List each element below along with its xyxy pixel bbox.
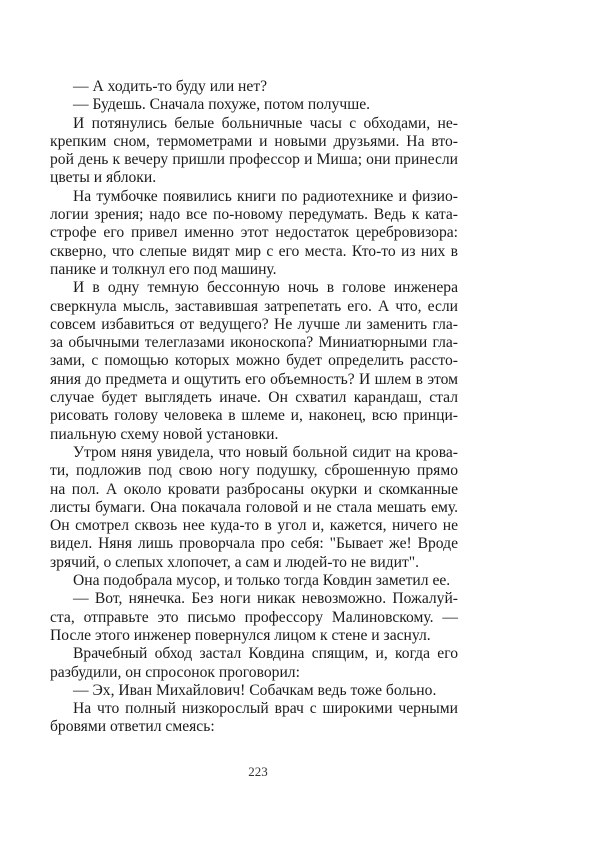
text-line: — Будешь. Сначала похуже, потом получше. [73, 96, 371, 114]
text-line: Она подобрала мусор, и только тогда Ковдин заметил ее. [73, 572, 451, 590]
text-line: совсем избавиться от ведущего? Не лучше ли заменить гла- [50, 315, 458, 333]
text-line: цветы и яблоки. [50, 169, 157, 187]
paragraph [50, 188, 458, 279]
paragraph [50, 115, 458, 188]
text-line: — Эх, Иван Михайлович! Собачкам ведь тоже больно. [73, 681, 437, 699]
text-line: случае будет выглядеть иначе. Он схватил карандаш, стал [50, 389, 458, 407]
text-line: После этого инженер повернулся лицом к стене и заснул. [50, 626, 431, 644]
text-line: рой день к вечеру пришли профессор и Миша; они принесли [50, 151, 458, 169]
text-line: бровями ответил смеясь: [50, 718, 215, 736]
text-line: — А ходить-то буду или нет? [73, 78, 268, 95]
text-line: скверно, что слепые видят мир с его места. Кто-то из них в [50, 242, 458, 260]
paragraph [50, 700, 458, 737]
paragraph [50, 645, 458, 682]
text-line: — Вот, нянечка. Без ноги никак невозможно. Пожалуй- [73, 590, 458, 608]
text-line: пиальную схему новой установки. [50, 425, 279, 443]
paragraph [50, 279, 458, 444]
text-line: строфе его привел именно этот недостаток церебровизора: [50, 224, 458, 242]
text-line: разбудили, он спросонок проговорил: [50, 663, 300, 681]
text-line: зами, с помощью которых можно будет определить рассто- [50, 352, 458, 370]
page-number: 223 [248, 764, 268, 779]
text-line: листы бумаги. Она покачала головой и не стала мешать ему. [50, 498, 458, 516]
text-line: сверкнула мысль, заставившая затрепетать его. А что, если [50, 297, 458, 315]
text-line: И в одну темную бессонную ночь в голове инженера [73, 279, 458, 297]
text-line: яния до предмета и ощутить его объемность? И шлем в этом [50, 370, 458, 388]
text-line: крепким сном, термометрами и новыми друзьями. На вто- [50, 132, 458, 150]
text-line: На тумбочке появились книги по радиотехнике и физио- [73, 187, 458, 205]
text-line: ста, отправьте это письмо профессору Малиновскому. — [50, 608, 458, 626]
text-line: за обычными телеглазами иконоскопа? Миниатюрными гла- [50, 334, 458, 352]
text-line: рисовать голову человека в шлеме и, наконец, всю принци- [50, 407, 458, 425]
text-line: на пол. А около кровати разбросаны окурки и скомканные [50, 480, 458, 498]
text-line: Он смотрел сквозь нее куда-то в угол и, кажется, ничего не [50, 517, 458, 535]
text-line: ти, подложив под свою ногу подушку, сброшенную прямо [50, 462, 458, 480]
page-body-text [50, 78, 458, 737]
text-line: Утром няня увидела, что новый больной сидит на крова- [73, 443, 458, 461]
paragraph [50, 96, 458, 114]
text-line: логии зрения; надо все по-новому передумать. Ведь к ката- [50, 206, 458, 224]
paragraph [50, 682, 458, 700]
paragraph [50, 572, 458, 590]
text-line: Врачебный обход застал Ковдина спящим, и, когда его [73, 645, 458, 663]
text-line: панике и толкнул его под машину. [50, 260, 277, 278]
paragraph [50, 590, 458, 645]
text-line: видел. Няня лишь проворчала про себя: "Бывает же! Вроде [50, 535, 458, 553]
text-line: зрячий, о слепых хлопочет, а сам и людей-то не видит". [50, 553, 420, 571]
text-line: И потянулись белые больничные часы с обходами, не- [73, 114, 458, 132]
text-line: На что полный низкорослый врач с широкими черными [73, 700, 458, 718]
paragraph [50, 78, 458, 96]
paragraph [50, 444, 458, 572]
